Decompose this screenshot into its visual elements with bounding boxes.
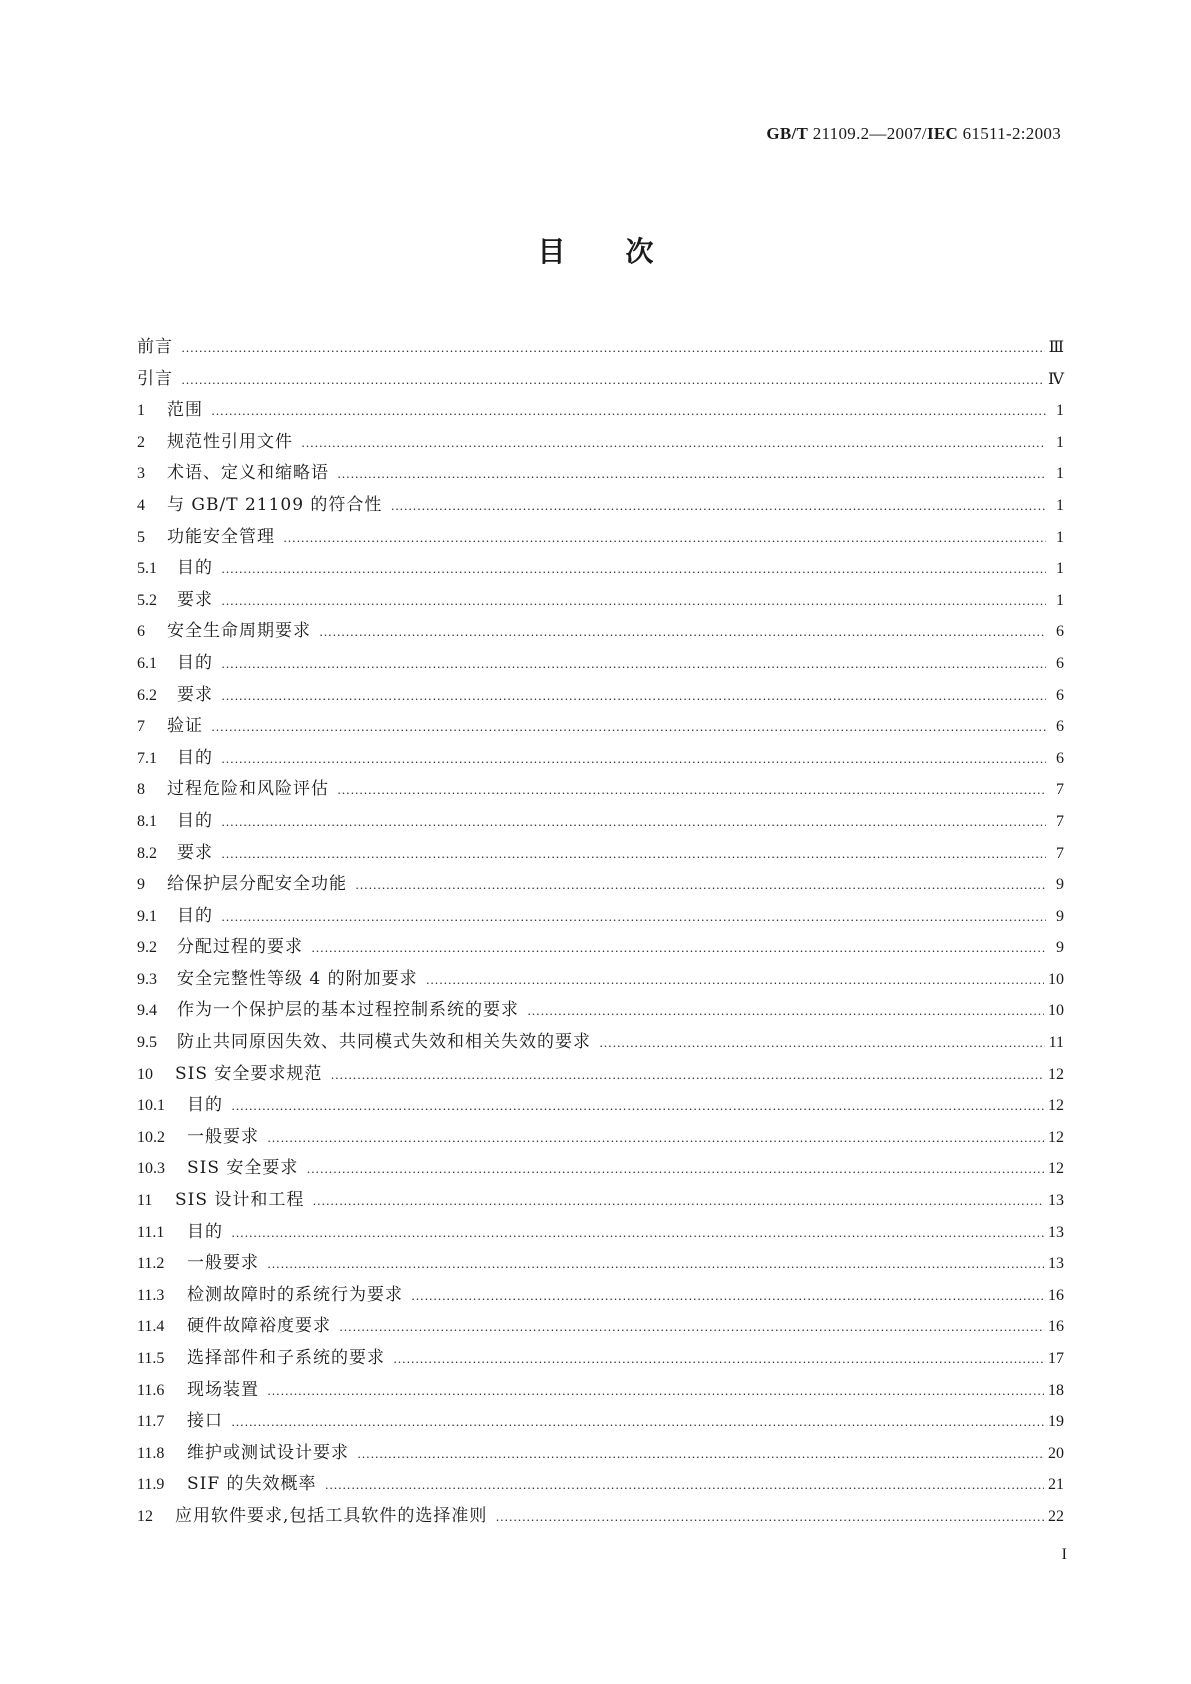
toc-entry[interactable]	[137, 364, 1064, 396]
toc-entry-number: 11.2	[137, 1255, 165, 1273]
toc-entry-number: 7.1	[137, 749, 157, 767]
toc-entry[interactable]	[137, 964, 1064, 996]
toc-entry-number: 5	[137, 528, 145, 546]
toc-entry-number: 11.6	[137, 1381, 165, 1399]
toc-entry-label: 范围	[167, 400, 203, 421]
toc-entry-label: 要求	[177, 684, 213, 705]
toc-entry-label: 引言	[137, 368, 173, 389]
toc-entry-page: 1	[1056, 560, 1064, 578]
toc-leader-dots	[211, 711, 1046, 743]
toc-leader-dots	[181, 364, 1044, 396]
toc-entry-page: Ⅲ	[1048, 339, 1064, 356]
toc-entry-label: 接口	[187, 1411, 223, 1432]
toc-entry[interactable]	[137, 1185, 1064, 1217]
toc-entry-label: SIS 设计和工程	[175, 1190, 305, 1211]
toc-entry-number: 11.7	[137, 1413, 165, 1431]
toc-entry-number: 6	[137, 623, 145, 641]
toc-entry-number: 5.2	[137, 591, 157, 609]
toc-entry-page: 1	[1056, 496, 1064, 514]
toc-leader-dots	[231, 1406, 1044, 1438]
toc-leader-dots	[283, 522, 1046, 554]
toc-entry-label: 目的	[177, 558, 213, 579]
toc-entry-number: 9.2	[137, 939, 157, 957]
toc-entry-label: 与 GB/T 21109 的符合性	[167, 494, 383, 515]
toc-entry-label: 硬件故障裕度要求	[187, 1316, 331, 1337]
toc-entry-page: 20	[1048, 1444, 1064, 1462]
toc-leader-dots	[325, 1469, 1044, 1501]
toc-entry-label: 检测故障时的系统行为要求	[187, 1284, 403, 1305]
toc-leader-dots	[221, 838, 1046, 870]
toc-entry[interactable]	[137, 743, 1064, 775]
toc-entry-label: 要求	[177, 589, 213, 610]
toc-entry-label: 目的	[177, 652, 213, 673]
toc-entry-page: 9	[1056, 939, 1064, 957]
toc-entry-number: 11.9	[137, 1476, 165, 1494]
toc-entry-number: 10.3	[137, 1160, 165, 1178]
toc-entry-number: 10	[137, 1065, 153, 1083]
toc-entry-number: 9.3	[137, 970, 157, 988]
toc-leader-dots	[221, 901, 1046, 933]
toc-entry-page: 12	[1048, 1128, 1064, 1146]
toc-leader-dots	[211, 395, 1046, 427]
toc-entry-label: 分配过程的要求	[177, 937, 303, 958]
toc-entry-page: 1	[1056, 402, 1064, 420]
toc-leader-dots	[221, 743, 1046, 775]
toc-entry[interactable]	[137, 680, 1064, 712]
toc-entry-label: 一般要求	[187, 1253, 259, 1274]
toc-leader-dots	[301, 427, 1046, 459]
toc-entry[interactable]	[137, 1059, 1064, 1091]
toc-leader-dots	[221, 648, 1046, 680]
toc-entry[interactable]	[137, 1280, 1064, 1312]
toc-entry-page: 19	[1048, 1413, 1064, 1431]
toc-leader-dots	[393, 1343, 1044, 1375]
table-of-contents	[137, 332, 1064, 1533]
toc-entry-label: 目的	[177, 747, 213, 768]
toc-leader-dots	[330, 1059, 1044, 1091]
toc-entry-label: SIF 的失效概率	[187, 1474, 317, 1495]
toc-entry-label: 作为一个保护层的基本过程控制系统的要求	[177, 1000, 519, 1021]
toc-entry-number: 5.1	[137, 560, 157, 578]
toc-entry[interactable]	[137, 585, 1064, 617]
toc-entry-label: 规范性引用文件	[167, 431, 293, 452]
toc-entry-page: 22	[1048, 1507, 1064, 1525]
toc-entry[interactable]	[137, 395, 1064, 427]
toc-entry-page: 9	[1056, 876, 1064, 894]
standard-code-iec-number: 61511-2:2003	[958, 124, 1061, 143]
page-title: 目次	[537, 235, 714, 268]
toc-entry[interactable]	[137, 1027, 1064, 1059]
toc-entry[interactable]	[137, 711, 1064, 743]
toc-entry-label: 一般要求	[187, 1126, 259, 1147]
standard-code-gbt: GB/T	[766, 124, 809, 143]
toc-leader-dots	[411, 1280, 1044, 1312]
toc-entry-label: 前言	[137, 337, 173, 357]
toc-leader-dots	[527, 995, 1044, 1027]
toc-entry-page: 6	[1056, 749, 1064, 767]
toc-leader-dots	[495, 1501, 1044, 1533]
toc-entry[interactable]	[137, 869, 1064, 901]
toc-entry-number: 10.1	[137, 1097, 165, 1115]
page-number: I	[1061, 1546, 1067, 1563]
toc-entry[interactable]	[137, 490, 1064, 522]
toc-entry-label: 维护或测试设计要求	[187, 1442, 349, 1463]
toc-entry-number: 11.1	[137, 1223, 165, 1241]
toc-entry-number: 11.8	[137, 1444, 165, 1462]
toc-entry-page: 13	[1048, 1192, 1064, 1210]
toc-entry[interactable]	[137, 1406, 1064, 1438]
toc-entry-page: 6	[1056, 686, 1064, 704]
toc-entry-label: 目的	[177, 905, 213, 926]
toc-leader-dots	[221, 585, 1046, 617]
toc-entry-label: 目的	[187, 1095, 223, 1116]
toc-leader-dots	[221, 680, 1046, 712]
toc-entry[interactable]	[137, 427, 1064, 459]
toc-entry[interactable]	[137, 1217, 1064, 1249]
toc-entry-number: 2	[137, 433, 145, 451]
toc-leader-dots	[306, 1153, 1044, 1185]
toc-entry[interactable]	[137, 1090, 1064, 1122]
toc-entry-page: 7	[1056, 781, 1064, 799]
toc-entry-page: 21	[1048, 1476, 1064, 1494]
toc-entry-label: 功能安全管理	[167, 526, 275, 547]
toc-entry-label: SIS 安全要求规范	[175, 1063, 323, 1084]
toc-entry-page: 16	[1048, 1286, 1064, 1304]
toc-entry[interactable]	[137, 1343, 1064, 1375]
toc-entry-page: 12	[1048, 1160, 1064, 1178]
toc-entry-number: 8.2	[137, 844, 157, 862]
toc-leader-dots	[221, 553, 1046, 585]
toc-entry[interactable]	[137, 806, 1064, 838]
toc-leader-dots	[312, 1185, 1044, 1217]
toc-entry-number: 8	[137, 781, 145, 799]
standard-code-number: 21109.2—2007/	[808, 124, 927, 143]
toc-entry[interactable]	[137, 838, 1064, 870]
toc-entry-number: 8.1	[137, 812, 157, 830]
toc-entry[interactable]	[137, 522, 1064, 554]
toc-entry[interactable]	[137, 995, 1064, 1027]
toc-entry-page: 10	[1048, 1002, 1064, 1020]
toc-entry-number: 11.4	[137, 1318, 165, 1336]
toc-entry-page: 1	[1056, 528, 1064, 546]
toc-entry-page: 12	[1048, 1065, 1064, 1083]
toc-entry[interactable]	[137, 1501, 1064, 1533]
toc-entry[interactable]	[137, 553, 1064, 585]
toc-entry-number: 9.4	[137, 1002, 157, 1020]
toc-entry-page: 7	[1056, 844, 1064, 862]
toc-leader-dots	[599, 1027, 1045, 1059]
toc-leader-dots	[267, 1122, 1044, 1154]
toc-entry-number: 1	[137, 402, 145, 420]
toc-entry[interactable]	[137, 1375, 1064, 1407]
toc-entry-label: 安全完整性等级 4 的附加要求	[177, 968, 418, 989]
toc-entry-number: 9	[137, 876, 145, 894]
toc-entry-number: 9.5	[137, 1034, 157, 1052]
toc-entry-label: 过程危险和风险评估	[167, 779, 329, 800]
toc-leader-dots	[231, 1217, 1044, 1249]
toc-leader-dots	[357, 1438, 1044, 1470]
toc-entry-number: 11.5	[137, 1350, 165, 1367]
toc-entry-label: 应用软件要求,包括工具软件的选择准则	[175, 1505, 488, 1526]
toc-entry-number: 11	[137, 1192, 153, 1210]
toc-entry-number: 6.2	[137, 686, 157, 704]
toc-entry-page: 6	[1056, 623, 1064, 641]
toc-leader-dots	[267, 1375, 1044, 1407]
toc-entry-label: 选择部件和子系统的要求	[187, 1348, 385, 1368]
toc-entry-label: 术语、定义和缩略语	[167, 463, 329, 484]
toc-leader-dots	[337, 774, 1046, 806]
toc-entry-page: 7	[1056, 812, 1064, 830]
toc-entry-label: 目的	[187, 1221, 223, 1242]
toc-entry-page: 6	[1056, 718, 1064, 736]
toc-entry-label: SIS 安全要求	[187, 1158, 299, 1179]
toc-entry-number: 11.3	[137, 1286, 165, 1304]
toc-entry-label: 要求	[177, 842, 213, 863]
standard-code-iec: IEC	[926, 124, 959, 143]
toc-leader-dots	[231, 1090, 1044, 1122]
toc-entry-page: 18	[1048, 1381, 1064, 1399]
toc-entry[interactable]	[137, 774, 1064, 806]
toc-entry-page: 10	[1048, 970, 1064, 988]
toc-entry-page: 6	[1056, 654, 1064, 672]
toc-entry-page: 1	[1056, 591, 1064, 609]
toc-entry[interactable]	[137, 932, 1064, 964]
toc-entry-number: 6.1	[137, 654, 157, 672]
toc-entry-label: 防止共同原因失效、共同模式失效和相关失效的要求	[177, 1032, 591, 1053]
toc-entry[interactable]	[137, 332, 1064, 364]
toc-entry[interactable]	[137, 1153, 1064, 1185]
toc-entry-label: 目的	[177, 810, 213, 831]
toc-leader-dots	[311, 932, 1046, 964]
toc-entry[interactable]	[137, 1122, 1064, 1154]
toc-entry-label: 现场装置	[187, 1379, 259, 1400]
toc-leader-dots	[355, 869, 1046, 901]
toc-entry-number: 3	[137, 465, 145, 483]
toc-entry[interactable]	[137, 458, 1064, 490]
toc-entry-number: 7	[137, 718, 145, 736]
toc-entry-label: 验证	[167, 716, 203, 737]
toc-entry[interactable]	[137, 1438, 1064, 1470]
toc-entry-number: 9.1	[137, 907, 157, 925]
toc-entry[interactable]	[137, 648, 1064, 680]
toc-entry-page: 17	[1048, 1350, 1064, 1367]
toc-leader-dots	[339, 1311, 1044, 1343]
toc-entry-label: 安全生命周期要求	[167, 621, 311, 642]
toc-leader-dots	[337, 458, 1046, 490]
toc-entry-page: 1	[1056, 465, 1064, 483]
toc-entry[interactable]	[137, 901, 1064, 933]
toc-entry-page: 13	[1048, 1223, 1064, 1241]
toc-leader-dots	[267, 1248, 1044, 1280]
toc-entry[interactable]	[137, 1311, 1064, 1343]
toc-entry-page: Ⅳ	[1048, 370, 1064, 388]
toc-entry-number: 4	[137, 496, 145, 514]
toc-entry[interactable]	[137, 1469, 1064, 1501]
toc-entry-page: 16	[1048, 1318, 1064, 1336]
toc-entry-label: 给保护层分配安全功能	[167, 874, 347, 895]
toc-entry-number: 10.2	[137, 1128, 165, 1146]
toc-entry-page: 1	[1056, 433, 1064, 451]
toc-leader-dots	[390, 490, 1046, 522]
toc-leader-dots	[319, 616, 1046, 648]
toc-entry[interactable]	[137, 1248, 1064, 1280]
toc-entry[interactable]	[137, 616, 1064, 648]
toc-leader-dots	[181, 332, 1045, 364]
toc-entry-page: 13	[1048, 1255, 1064, 1273]
toc-entry-page: 9	[1056, 907, 1064, 925]
toc-leader-dots	[426, 964, 1044, 996]
standard-code	[766, 124, 1061, 144]
toc-leader-dots	[221, 806, 1046, 838]
toc-entry-number: 12	[137, 1507, 153, 1525]
toc-entry-page: 11	[1048, 1034, 1064, 1052]
toc-entry-page: 12	[1048, 1097, 1064, 1115]
